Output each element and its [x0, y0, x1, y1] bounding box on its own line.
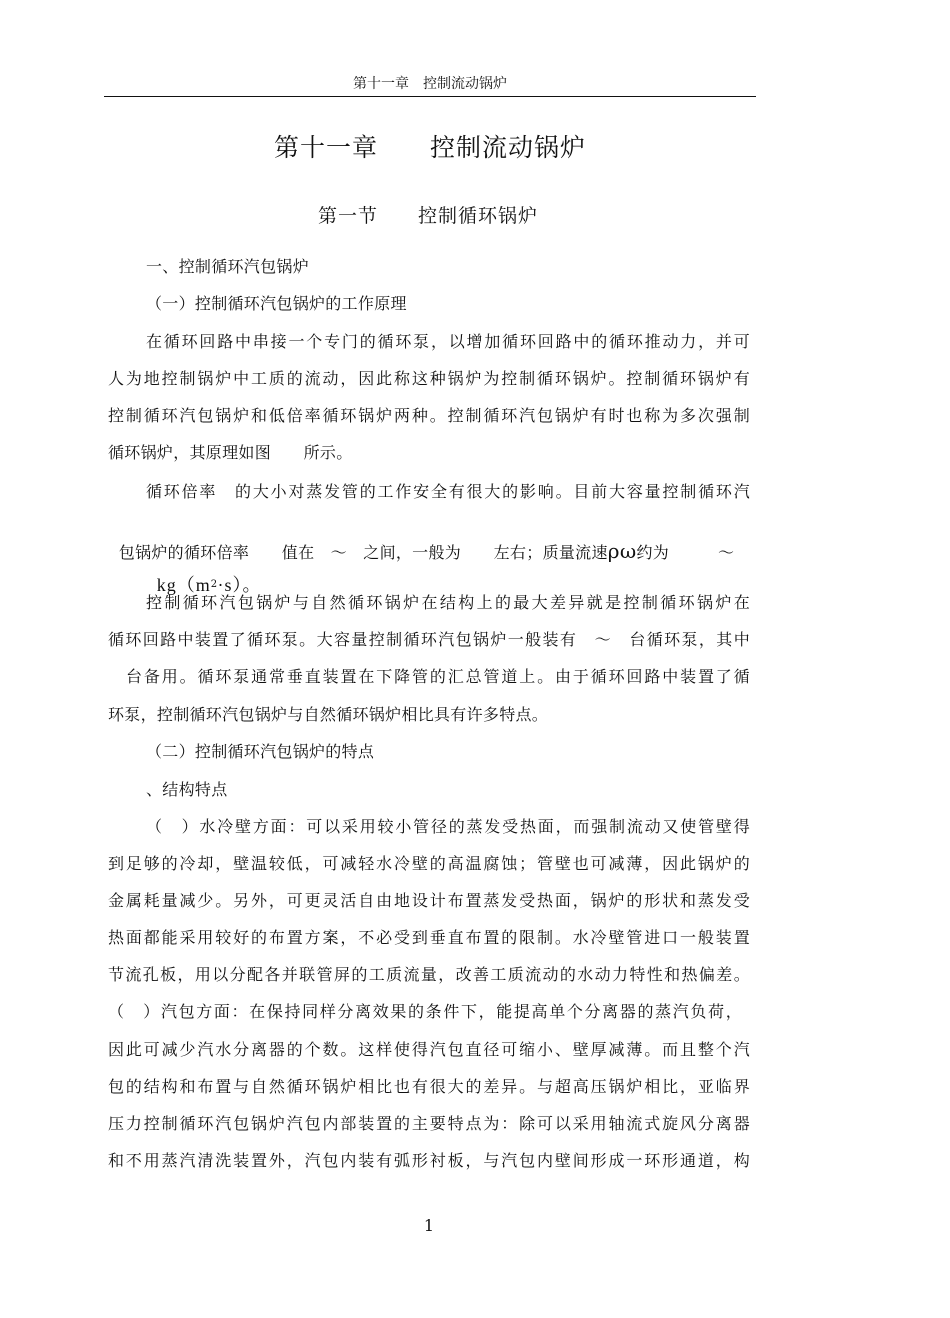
paragraph-line: （ ）水冷壁方面：可以采用较小管径的蒸发受热面，而强制流动又使管壁得 [146, 817, 750, 836]
paragraph-line: 环泵，控制循环汽包锅炉与自然循环锅炉相比具有许多特点。 [108, 705, 549, 724]
page-number: 1 [423, 1216, 435, 1235]
heading-level-2: （二）控制循环汽包锅炉的特点 [146, 742, 375, 761]
paragraph-line: 控制循环汽包锅炉和低倍率循环锅炉两种。控制循环汽包锅炉有时也称为多次强制 [108, 406, 750, 425]
paragraph-line: 在循环回路中串接一个专门的循环泵，以增加循环回路中的循环推动力，并可 [146, 332, 750, 351]
chapter-title: 第十一章 控制流动锅炉 [273, 133, 586, 162]
paragraph-text: 包锅炉的循环倍率 值在 ～ 之间，一般为 左右；质量流速 [118, 543, 608, 562]
paragraph-line: 热面都能采用较好的布置方案，不必受到垂直布置的限制。水冷壁管进口一般装置 [108, 928, 750, 947]
paragraph-line: 包的结构和布置与自然循环锅炉相比也有很大的差异。与超高压锅炉相比，亚临界 [108, 1077, 750, 1096]
unit-line [146, 552, 261, 597]
mass-flow-symbol: ρω [607, 539, 637, 563]
paragraph-line: 循环倍率 的大小对蒸发管的工作安全有很大的影响。目前大容量控制循环汽 [146, 482, 750, 501]
paragraph-line: （ ）汽包方面：在保持同样分离效果的条件下，能提高单个分离器的蒸汽负荷， [108, 1002, 742, 1021]
paragraph-line: 压力控制循环汽包锅炉汽包内部装置的主要特点为：除可以采用轴流式旋风分离器 [108, 1114, 750, 1133]
paragraph-line: 循环回路中装置了循环泵。大容量控制循环汽包锅炉一般装有 ～ 台循环泵，其中 [108, 630, 750, 649]
heading-level-2: （一）控制循环汽包锅炉的工作原理 [146, 294, 407, 313]
heading-level-3: 、结构特点 [146, 780, 228, 799]
paragraph-line: 因此可减少汽水分离器的个数。这样使得汽包直径可缩小、壁厚减薄。而且整个汽 [108, 1040, 750, 1059]
unit-superscript: 2 [210, 579, 218, 590]
running-header: 第十一章 控制流动锅炉 [104, 74, 756, 97]
paragraph-line: 和不用蒸汽清洗装置外，汽包内装有弧形衬板，与汽包内壁间形成一环形通道，构 [108, 1151, 750, 1170]
paragraph-text: 约为 ～ [636, 543, 735, 562]
unit-text: ·s）。 [217, 575, 262, 595]
paragraph-line: 人为地控制锅炉中工质的流动，因此称这种锅炉为控制循环锅炉。控制循环锅炉有 [108, 369, 750, 388]
paragraph-line: 台备用。循环泵通常垂直装置在下降管的汇总管道上。由于循环回路中装置了循 [126, 667, 750, 686]
paragraph-line: 节流孔板，用以分配各并联管屏的工质流量，改善工质流动的水动力特性和热偏差。 [108, 965, 750, 984]
unit-text: kg（m [156, 575, 211, 595]
paragraph-line: 循环锅炉，其原理如图 所示。 [108, 443, 353, 462]
heading-level-1: 一、控制循环汽包锅炉 [146, 257, 310, 276]
paragraph-line: 金属耗量减少。另外，可更灵活自由地设计布置蒸发受热面，锅炉的形状和蒸发受 [108, 891, 750, 910]
paragraph-line: 到足够的冷却，壁温较低，可减轻水冷壁的高温腐蚀；管壁也可减薄，因此锅炉的 [108, 854, 750, 873]
section-title: 第一节 控制循环锅炉 [317, 205, 538, 227]
paragraph-line: 控制循环汽包锅炉与自然循环锅炉在结构上的最大差异就是控制循环锅炉在 [146, 593, 750, 612]
